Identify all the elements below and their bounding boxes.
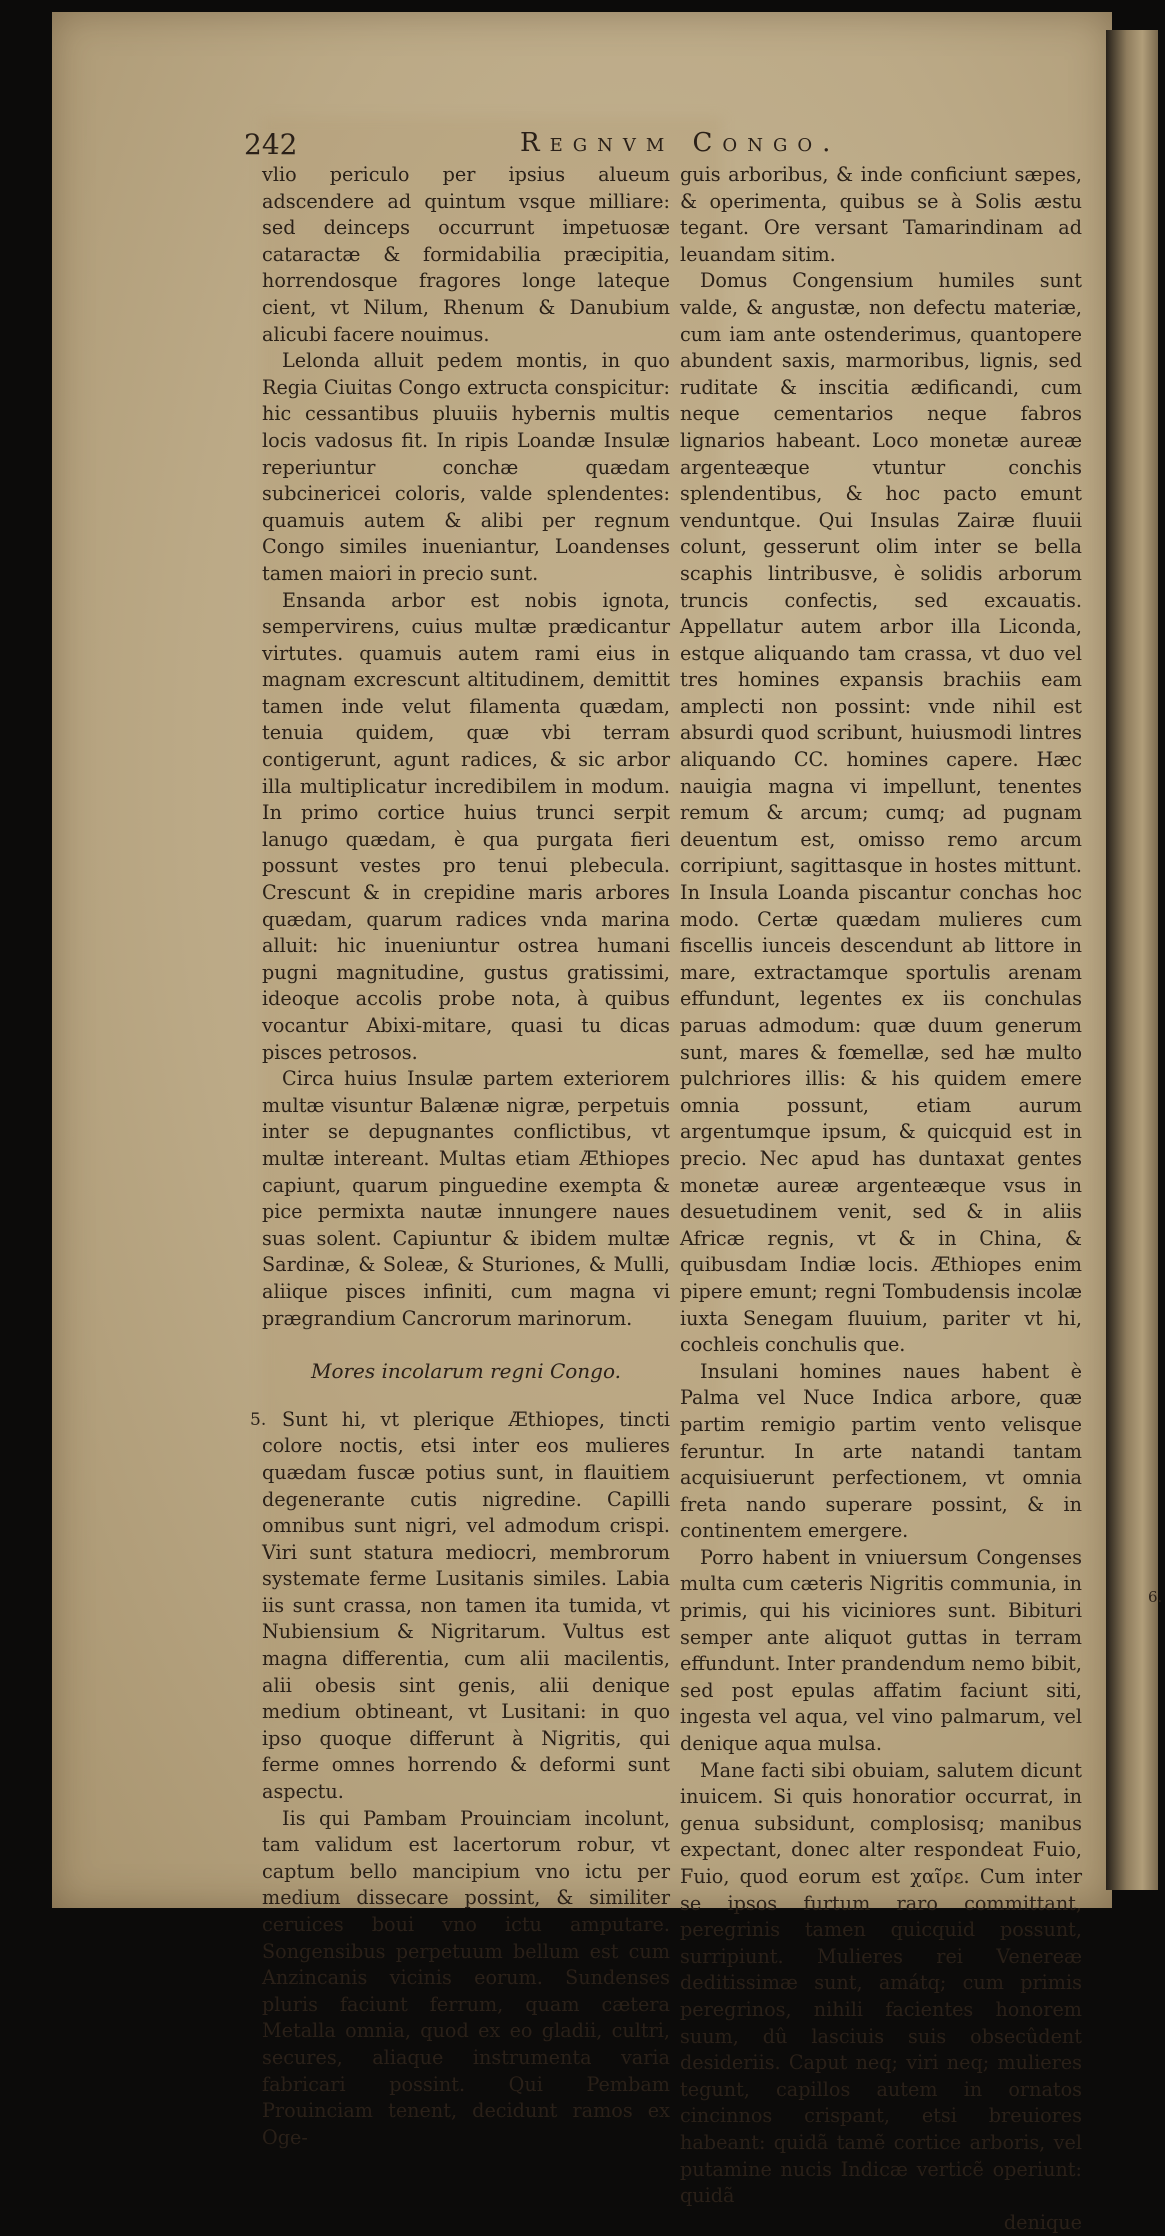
paragraph: Sunt hi, vt plerique Æthiopes, tincti colore noctis, etsi inter eos mulieres quædam fuscæ potius sunt, in flauitiem degenerante cutis nigredine. Capilli omnibus sunt nigri, vel admodum crispi. Viri sunt statura mediocri, membrorum systemate ferme Lusitanis similes. Labia iis sunt crassa, non tamen ita tumida, vt Nubiensium & Nigritarum. Vultus est magna differentia, cum alii macilentis, alii obesis sint genis, alii denique medium obtineant, vt Lusitani: in quo ipso quoque differunt à Nigritis, qui ferme omnes horrendo & deformi sunt aspectu. (262, 1407, 670, 1804)
paragraph: Circa huius Insulæ partem exteriorem multæ visuntur Balænæ nigræ, perpetuis inter se depugnantes conflictibus, vt multæ intereant. Multas etiam Æthiopes capiunt, quarum pinguedine exempta & pice permixta nautæ innungere naues suas solent. Capiuntur & ibidem multæ Sardinæ, & Soleæ, & Sturiones, & Mulli, aliique pisces infiniti, cum magna vi prægrandium Cancrorum marinorum. (262, 1067, 670, 1330)
paragraph: Mane facti sibi obuiam, salutem dicunt inuicem. Si quis honoratior occurrat, in genua subsidunt, complosisq; manibus expectant, donec alter respondeat Fuio, Fuio, quod eorum est χαῖρε. Cum inter se ipsos furtum raro committant, peregrinis tamen quicquid possunt, surripiunt. Mulieres rei Venereæ deditissimæ sunt, amátq; cum primis peregrinos, nihili facientes honorem suum, dû lasciuis suis obsecûdent desideriis. Caput neq; viri neq; mulieres tegunt, capillos autem in ornatos cincinnos crispant, etsi breuiores habeant: quidã tamẽ cortice arboris, vel putamine nucis Indicæ verticẽ operiunt: quidã (680, 1758, 1082, 2208)
right-column (680, 162, 1082, 2236)
paragraph: Lelonda alluit pedem montis, in quo Regia Ciuitas Congo extructa conspicitur: hic cessantibus pluuiis hybernis multis locis vadosus fit. In ripis Loandæ Insulæ reperiuntur conchæ quædam subcinericei coloris, valde splendentes: quamuis autem & alibi per regnum Congo similes inueniantur, Loandenses tamen maiori in precio sunt. (262, 349, 670, 585)
section-heading: Mores incolarum regni Congo. (310, 1359, 622, 1384)
page-header (0, 128, 1165, 164)
margin-number: 5. (250, 1409, 267, 1430)
catchword: denique (1003, 2210, 1082, 2234)
paragraph: Insulani homines naues habent è Palma vel Nuce Indica arbore, quæ partim remigio partim vento velisque feruntur. In arte natandi tantam acquisiuerunt perfectionem, vt omnia freta nando superare possint, & in continentem emergere. (680, 1359, 1082, 1543)
section-body (250, 1407, 670, 2152)
paragraph: guis arboribus, & inde conficiunt sæpes, & operimenta, quibus se à Solis æstu tegant. Ore versant Tamarindinam ad leuandam sitim. (680, 163, 1082, 266)
facing-page-margin-mark: 6. (1148, 1588, 1163, 1606)
facing-page-edge (1106, 30, 1158, 1890)
paragraph: Porro habent in vniuersum Congenses multa cum cæteris Nigritis communia, in primis, qui his viciniores sunt. Bibituri semper ante aliquot guttas in terram effundunt. Inter prandendum nemo bibit, sed post epulas affatim faciunt siti, ingesta vel aqua, vel vino palmarum, vel denique aqua mulsa. (680, 1545, 1082, 1756)
page-number: 242 (244, 128, 298, 161)
running-title: Regnvm Congo. (520, 128, 841, 158)
left-column (250, 162, 670, 2151)
paragraph: Ensanda arbor est nobis ignota, sempervirens, cuius multæ prædicantur virtutes. quamuis autem rami eius in magnam excrescunt altitudinem, demittit tamen inde velut filamenta quædam, tenuia quidem, quæ vbi terram contigerunt, agunt radices, & sic arbor illa multiplicatur incredibilem in modum. In primo cortice huius trunci serpit lanugo quædam, è qua purgata fieri possunt vestes pro tenui plebecula. Crescunt & in crepidine maris arbores quædam, quarum radices vnda marina alluit: hic inueniuntur ostrea humani pugni magnitudine, gustus gratissimi, ideoque accolis probe nota, à quibus vocantur Abixi-mitare, quasi tu dicas pisces petrosos. (262, 588, 670, 1064)
paragraph: Iis qui Pambam Prouinciam incolunt, tam validum est lacertorum robur, vt captum bello mancipium vno ictu per medium dissecare possint, & similiter ceruices boui vno ictu amputare. Songensibus perpetuum bellum est cum Anzincanis vicinis eorum. Sundenses pluris faciunt ferrum, quam cætera Metalla omnia, quod ex eo gladii, cultri, secures, aliaque instrumenta varia fabricari possint. Qui Pembam Prouinciam tenent, decidunt ramos ex Oge- (262, 1806, 670, 2149)
paragraph: vlio periculo per ipsius alueum adscendere ad quintum vsque milliare: sed deinceps occurrunt impetuosæ cataractæ & formidabilia præcipitia, horrendosque fragores longe lateque cient, vt Nilum, Rhenum & Danubium alicubi facere nouimus. (262, 163, 670, 346)
paragraph: Domus Congensium humiles sunt valde, & angustæ, non defectu materiæ, cum iam ante ostenderimus, quantopere abundent saxis, marmoribus, lignis, sed ruditate & inscitia ædificandi, cum neque cementarios neque fabros lignarios habeant. Loco monetæ aureæ argenteæque vtuntur conchis splendentibus, & hoc pacto emunt venduntque. Qui Insulas Zairæ fluuii colunt, gesserunt olim inter se bella scaphis lintribusve, è solidis arborum truncis confectis, sed excauatis. Appellatur autem arbor illa Liconda, estque aliquando tam crassa, vt duo vel tres homines expansis brachiis eam amplecti non possint: vnde nihil est absurdi quod scribunt, huiusmodi lintres aliquando CC. homines capere. Hæc nauigia magna vi impellunt, tenentes remum & arcum; cumq; ad pugnam deuentum est, omisso remo arcum corripiunt, sagittasque in hostes mittunt. In Insula Loanda piscantur conchas hoc modo. Certæ quædam mulieres cum fiscellis iunceis descendunt ab littore in mare, extractamque sportulis arenam effundunt, legentes ex iis conchulas paruas admodum: quæ duum generum sunt, mares & fœmellæ, sed hæ multo pulchriores illis: & his quidem emere omnia possunt, etiam aurum argentumque ipsum, & quicquid est in precio. Nec apud has duntaxat gentes monetæ aureæ argenteæque vsus in desuetudinem venit, sed & in aliis Africæ regnis, vt & in China, & quibusdam Indiæ locis. Æthiopes enim pipere emunt; regni Tombudensis incolæ iuxta Senegam fluuium, pariter vt hi, cochleis conchulis que. (680, 269, 1082, 1357)
